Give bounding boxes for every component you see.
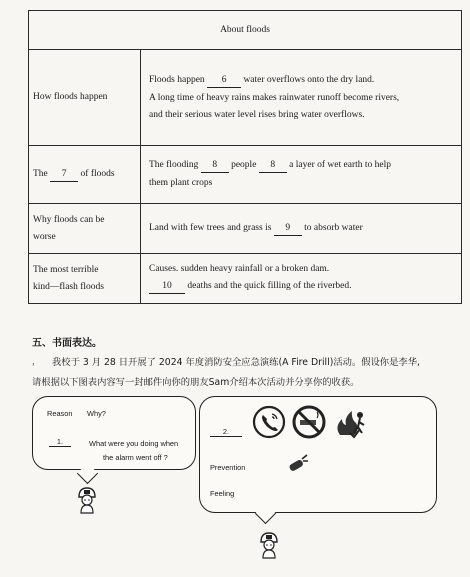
line-text: Floods happen — [149, 74, 205, 85]
line-text: water overflows onto the dry land. — [243, 74, 375, 85]
firefighter-avatar-icon — [76, 486, 98, 514]
blank-8a[interactable]: 8 — [201, 159, 229, 173]
table-row — [29, 50, 462, 146]
line-text: The flooding — [149, 160, 199, 170]
line-text: a layer of wet earth to help — [289, 160, 391, 170]
question-line-2: the alarm went off ? — [103, 453, 168, 462]
fire-extinguisher-icon — [286, 453, 310, 475]
blank-9[interactable]: 9 — [274, 222, 302, 236]
prevention-bubble — [199, 396, 437, 513]
firefighter-avatar-icon — [258, 530, 280, 560]
content-line — [149, 159, 457, 173]
reason-bubble — [32, 396, 196, 470]
reason-label: Reason — [47, 409, 73, 418]
why-label: Why? — [87, 409, 106, 418]
row-content-type — [141, 146, 462, 204]
label-text: The — [33, 168, 48, 179]
instruction-line-2: 请根据以下图表内容写一封邮件向你的朋友Sam介绍本次活动并分享你的收获。 — [32, 377, 360, 388]
table-row — [29, 204, 462, 254]
table-title-text: About floods — [220, 24, 270, 35]
no-smoking-icon — [292, 405, 326, 439]
instruction-line-1: ， 我校于 3 月 28 日开展了 2024 年度消防安全应急演练(A Fire Drill)活动。假设你是李华, — [52, 354, 420, 368]
row-content-flash — [141, 254, 462, 304]
content-line: A long time of heavy rains makes rainwater runoff become rivers, — [149, 92, 400, 103]
about-floods-table — [28, 10, 462, 304]
blank-8b[interactable]: 8 — [259, 159, 287, 173]
row-label-how — [29, 50, 141, 146]
line-text: people — [231, 160, 257, 170]
line-text: Land with few trees and grass is — [149, 222, 272, 233]
line-text: to absorb water — [304, 222, 363, 233]
phone-icon — [252, 405, 286, 439]
row-label-text: How floods happen — [33, 92, 108, 102]
content-line: them plant crops — [149, 178, 213, 188]
label-text: of floods — [80, 168, 115, 179]
label-line: The most terrible — [33, 264, 99, 275]
row-content-worse — [141, 204, 462, 254]
content-line: Causes. sudden heavy rainfall or a broken dam. — [149, 264, 330, 274]
table-row — [29, 146, 462, 204]
question-line-1: What were you doing when — [89, 439, 179, 448]
prevention-label: Prevention — [210, 463, 246, 472]
line-text: deaths and the quick filling of the riverbed. — [187, 281, 352, 291]
blank-6[interactable]: 6 — [207, 74, 241, 88]
label-line: kind—flash floods — [33, 281, 104, 292]
label-line: worse — [33, 231, 56, 242]
blank-2[interactable]: 2. — [210, 427, 242, 437]
content-line — [149, 280, 457, 294]
label-line: Why floods can be — [33, 214, 105, 225]
row-label-type — [29, 146, 141, 204]
row-content-how — [141, 50, 462, 146]
table-row — [29, 254, 462, 304]
blank-7[interactable]: 7 — [50, 168, 78, 182]
blank-1[interactable]: 1. — [49, 437, 71, 447]
fire-person-icon — [332, 405, 368, 439]
table-title — [29, 11, 462, 50]
content-line: and their serious water level rises bring water overflows. — [149, 109, 365, 120]
blank-10[interactable]: 10 — [149, 280, 185, 294]
row-label-worse — [29, 204, 141, 254]
content-line — [149, 74, 457, 88]
row-label-flash — [29, 254, 141, 304]
section-title: 五、书面表达。 — [32, 338, 102, 349]
feeling-label: Feeling — [210, 489, 235, 498]
table-header-row — [29, 11, 462, 50]
